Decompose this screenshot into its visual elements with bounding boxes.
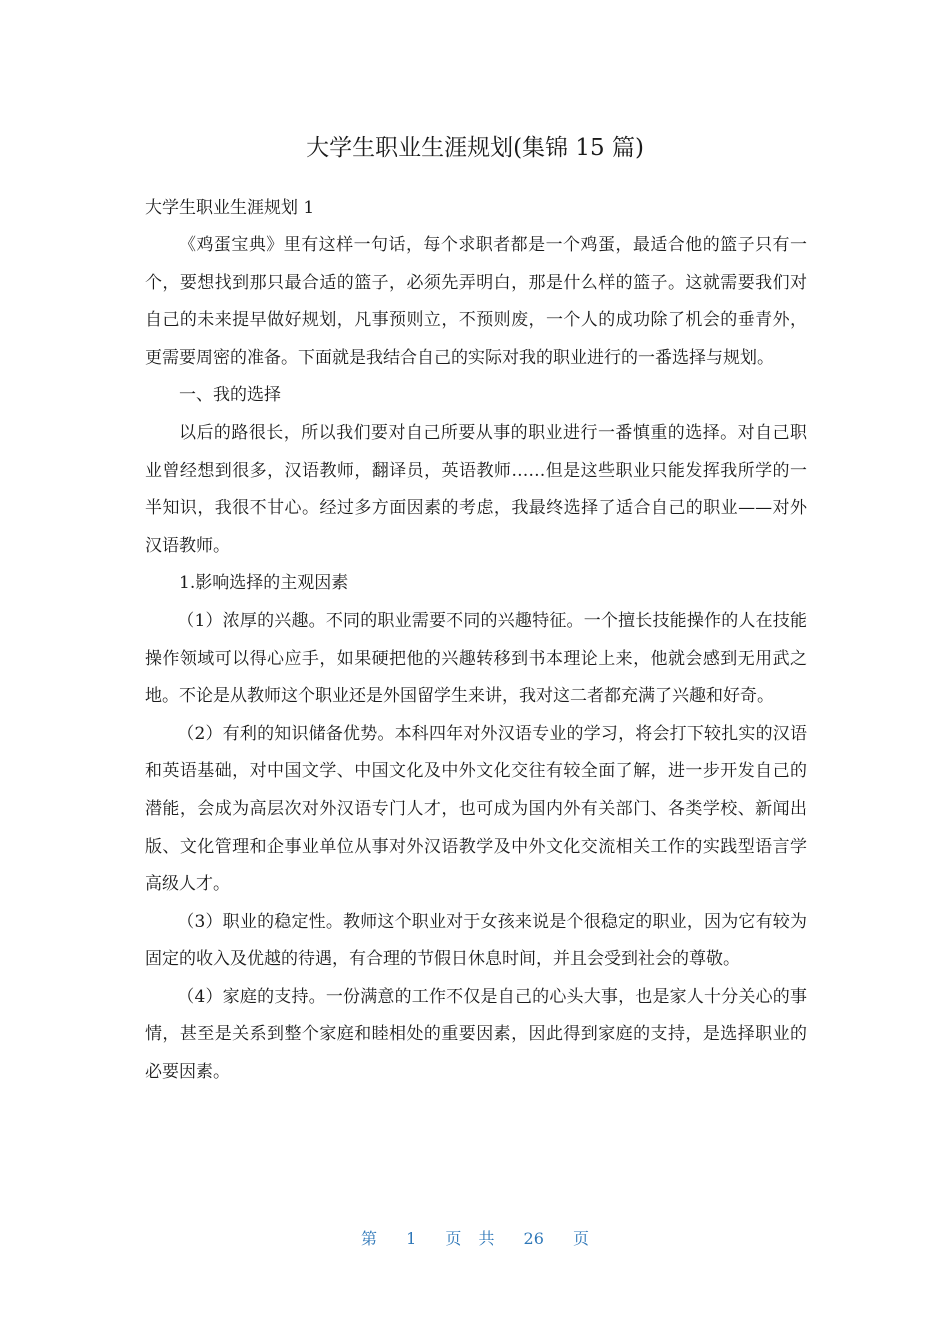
page-footer xyxy=(0,1226,950,1249)
footer-total-pages: 26 xyxy=(523,1229,544,1248)
footer-page-middle: 页 共 xyxy=(445,1229,495,1248)
heading-subjective-factors: 1.影响选择的主观因素 xyxy=(179,573,349,594)
paragraph-factor-4: （4）家庭的支持。一份满意的工作不仅是自己的心头大事，也是家人十分关心的事情，甚至是关系到整个家庭和睦相处的重要因素，因此得到家庭的支持，是选择职业的必要因素。 xyxy=(145,986,807,1083)
paragraph-factor-1: （1）浓厚的兴趣。不同的职业需要不同的兴趣特征。一个擅长技能操作的人在技能操作领域可以得心应手，如果硬把他的兴趣转移到书本理论上来，他就会感到无用武之地。不论是从教师这个职业还是外国留学生来讲，我对这二者都充满了兴趣和好奇。 xyxy=(145,610,807,707)
paragraph-choice: 以后的路很长，所以我们要对自己所要从事的职业进行一番慎重的选择。对自己职业曾经想到很多，汉语教师，翻译员，英语教师……但是这些职业只能发挥我所学的一半知识，我很不甘心。经过多方面因素的考虑，我最终选择了适合自己的职业——对外汉语教师。 xyxy=(145,422,807,556)
paragraph-intro: 《鸡蛋宝典》里有这样一句话，每个求职者都是一个鸡蛋，最适合他的篮子只有一个，要想找到那只最合适的篮子，必须先弄明白，那是什么样的篮子。这就需要我们对自己的未来提早做好规划，凡事预则立，不预则废，一个人的成功除了机会的垂青外，更需要周密的准备。下面就是我结合自己的实际对我的职业进行的一番选择与规划。 xyxy=(145,235,807,368)
paragraph-factor-2: （2）有利的知识储备优势。本科四年对外汉语专业的学习，将会打下较扎实的汉语和英语基础，对中国文学、中国文化及中外文化交往有较全面了解，进一步开发自己的潜能，会成为高层次对外汉语专门人才，也可成为国内外有关部门、各类学校、新闻出版、文化管理和企事业单位从事对外汉语教学及中外文化交流相关工作的实践型语言学高级人才。 xyxy=(145,723,807,895)
paragraph-factor-3: （3）职业的稳定性。教师这个职业对于女孩来说是个很稳定的职业，因为它有较为固定的收入及优越的待遇，有合理的节假日休息时间，并且会受到社会的尊敬。 xyxy=(145,911,807,970)
section-heading: 大学生职业生涯规划 1 xyxy=(145,198,315,218)
heading-my-choice: 一、我的选择 xyxy=(179,385,281,406)
document-title: 大学生职业生涯规划(集锦 15 篇) xyxy=(306,135,644,161)
document-body xyxy=(145,190,807,1092)
footer-page-prefix: 第 xyxy=(360,1229,377,1248)
footer-page-suffix: 页 xyxy=(573,1229,590,1248)
footer-page-number: 1 xyxy=(406,1229,417,1248)
